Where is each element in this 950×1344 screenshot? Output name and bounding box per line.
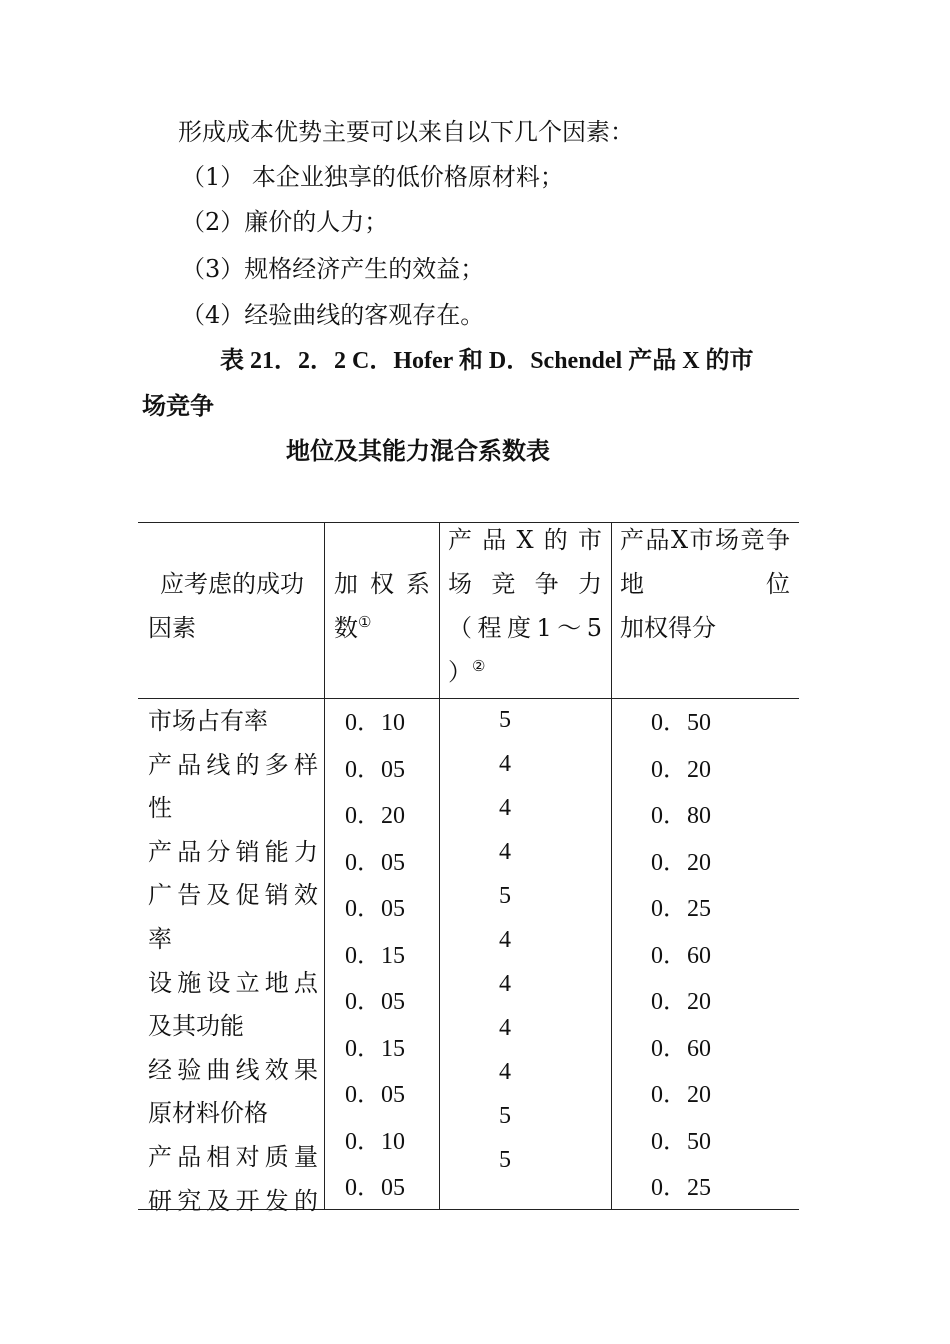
score-cell: 0．20 (651, 1082, 711, 1108)
score-cell: 0．80 (651, 803, 711, 829)
factor-char: 质 (264, 1142, 289, 1171)
factor-char: 产 (148, 750, 172, 779)
score-cell: 0．60 (651, 942, 711, 969)
header-char: 竞 (491, 570, 516, 598)
header-score-line (620, 562, 790, 606)
factor-line (148, 744, 318, 788)
list-item: （1） 本企业独享的低价格原材料； (181, 163, 564, 191)
weight-cell: 0．05 (345, 756, 405, 783)
weight-cell: 0．15 (345, 942, 405, 969)
score-cell: 0．50 (651, 710, 711, 736)
factor-char: 验 (177, 1055, 202, 1084)
header-score-line (620, 518, 790, 562)
factor-line: 市场占有率 (148, 707, 268, 735)
header-char: 场 (715, 526, 740, 554)
ability-cell: 4 (499, 751, 511, 777)
factor-char: 地 (264, 968, 289, 997)
factor-line (148, 962, 318, 1006)
header-char: 1 (536, 614, 552, 642)
ability-cell: 5 (499, 1147, 511, 1173)
factor-char: 品 (177, 837, 202, 866)
header-char: 地 (620, 570, 644, 598)
factor-char: 的 (293, 1186, 318, 1215)
factor-char: 发 (264, 1186, 289, 1215)
factor-char: 效 (293, 881, 318, 910)
header-ability-line (448, 518, 602, 562)
factor-line: 性 (148, 794, 172, 823)
list-item: （3）规格经济产生的效益； (181, 255, 485, 283)
weight-cell: 0．20 (345, 803, 405, 829)
header-weight-line: 数① (334, 613, 372, 642)
ability-cell: 4 (499, 839, 511, 865)
header-char: 5 (586, 614, 602, 642)
weight-cell: 0．15 (345, 1035, 405, 1062)
header-char: 系 (406, 570, 430, 598)
header-factor-line: 应考虑的成功 (160, 570, 304, 598)
weight-column (345, 700, 405, 1212)
score-cell: 0．20 (651, 756, 711, 783)
table-caption-line3: 地位及其能力混合系数表 (286, 439, 550, 465)
factor-char: 设 (206, 968, 231, 997)
factor-char: 施 (177, 968, 202, 997)
factor-char: 线 (206, 750, 231, 779)
header-char: X (516, 526, 534, 554)
factor-char: 能 (264, 837, 289, 866)
header-char: 权 (370, 570, 394, 598)
header-char: 产 (448, 526, 472, 554)
header-char: 力 (577, 570, 602, 598)
header-ability-line: ）② (448, 657, 486, 686)
factor-char: 及 (206, 1186, 231, 1215)
factor-char: 设 (148, 968, 172, 997)
ability-cell: 4 (499, 795, 511, 821)
factor-line (148, 831, 318, 875)
factor-char: 多 (264, 750, 289, 779)
header-factor-line: 因素 (148, 614, 196, 642)
score-cell: 0．25 (651, 1175, 711, 1201)
factor-char: 开 (235, 1186, 260, 1215)
factor-char: 力 (293, 837, 318, 866)
header-score (620, 518, 790, 650)
intro-paragraph: 形成成本优势主要可以来自以下几个因素： (178, 118, 634, 146)
table-caption-line1: 表 21．2．2 C．Hofer 和 D．Schendel 产品 X 的市 (220, 348, 754, 374)
header-char: 品 (482, 526, 507, 554)
factor-char: 及 (206, 881, 231, 910)
header-char: 竞 (740, 526, 765, 554)
table-caption-line2: 场竞争 (142, 394, 214, 420)
factor-char: 样 (293, 750, 318, 779)
ability-cell: 4 (499, 971, 511, 997)
factor-char: 销 (235, 837, 260, 866)
factor-char: 线 (235, 1055, 260, 1084)
ability-cell: 5 (499, 1103, 511, 1129)
score-cell: 0．50 (651, 1128, 711, 1155)
header-char: 品 (645, 526, 670, 554)
weight-cell: 0．05 (345, 989, 405, 1015)
factor-line (148, 1136, 318, 1180)
ability-cell: 5 (499, 707, 511, 733)
header-char: 争 (534, 570, 559, 598)
factor-char: 果 (293, 1055, 318, 1084)
header-weight-line (334, 562, 430, 606)
header-char: 程 (477, 614, 502, 642)
factor-line (148, 1180, 318, 1224)
factor-char: 点 (293, 968, 318, 997)
header-char: 市 (689, 526, 714, 554)
column-divider (611, 522, 612, 1210)
footnote-2-marker: ② (472, 657, 486, 675)
factor-char: 分 (206, 837, 231, 866)
factor-char: 曲 (206, 1055, 231, 1084)
factor-char: 研 (148, 1186, 172, 1215)
score-cell: 0．20 (651, 989, 711, 1015)
header-char: 加 (334, 570, 358, 598)
factor-char: 广 (148, 881, 172, 910)
factor-char: 产 (148, 837, 172, 866)
score-cell: 0．60 (651, 1035, 711, 1062)
factor-char: 销 (264, 881, 289, 910)
header-char: 场 (448, 570, 472, 598)
factor-char: 量 (293, 1142, 318, 1171)
factor-char: 告 (177, 881, 202, 910)
header-ability-line (448, 606, 602, 650)
weight-cell: 0．05 (345, 896, 405, 922)
list-item: （4）经验曲线的客观存在。 (181, 301, 485, 329)
factor-char: 品 (177, 750, 202, 779)
factor-char: 效 (264, 1055, 289, 1084)
weight-cell: 0．05 (345, 1082, 405, 1108)
header-char: 度 (506, 614, 531, 642)
column-divider (324, 522, 325, 1210)
ability-cell: 4 (499, 1015, 511, 1041)
factor-char: 究 (177, 1186, 202, 1215)
score-cell: 0．20 (651, 849, 711, 876)
factor-line: 及其功能 (148, 1012, 244, 1041)
header-char: X (670, 526, 689, 554)
header-score-line: 加权得分 (620, 614, 716, 642)
header-char: ～ (557, 614, 582, 642)
factor-char: 的 (235, 750, 260, 779)
ability-column (495, 698, 515, 1182)
factor-line (148, 1049, 318, 1093)
table-header-rule (138, 698, 799, 699)
header-char: 的 (543, 526, 568, 554)
score-column (651, 700, 711, 1212)
weight-cell: 0．10 (345, 710, 405, 736)
factor-char: 产 (148, 1142, 172, 1171)
ability-cell: 4 (499, 927, 511, 953)
factor-char: 相 (206, 1142, 231, 1171)
ability-cell: 5 (499, 883, 511, 909)
header-char: 产 (620, 526, 644, 554)
header-char: 争 (766, 526, 790, 554)
column-divider (439, 522, 440, 1210)
list-item: （2）廉价的人力； (181, 208, 389, 236)
factor-line: 原材料价格 (148, 1099, 268, 1128)
factor-column (148, 700, 318, 1223)
header-char: 位 (766, 570, 790, 598)
weight-cell: 0．05 (345, 849, 405, 876)
weight-cell: 0．10 (345, 1128, 405, 1155)
factor-line: 率 (148, 924, 172, 953)
header-char: （ (448, 614, 472, 642)
score-cell: 0．25 (651, 896, 711, 922)
header-weight (334, 562, 430, 650)
factor-char: 对 (235, 1142, 260, 1171)
header-ability (448, 518, 602, 694)
header-factor (148, 562, 318, 650)
factor-char: 经 (148, 1055, 172, 1084)
competitive-position-table (138, 522, 799, 1215)
header-char: 市 (577, 526, 602, 554)
factor-char: 品 (177, 1142, 202, 1171)
factor-char: 促 (235, 881, 260, 910)
ability-cell: 4 (499, 1059, 511, 1085)
header-ability-line (448, 562, 602, 606)
factor-line (148, 874, 318, 918)
footnote-1-marker: ① (358, 613, 372, 631)
weight-cell: 0．05 (345, 1175, 405, 1201)
factor-char: 立 (235, 968, 260, 997)
